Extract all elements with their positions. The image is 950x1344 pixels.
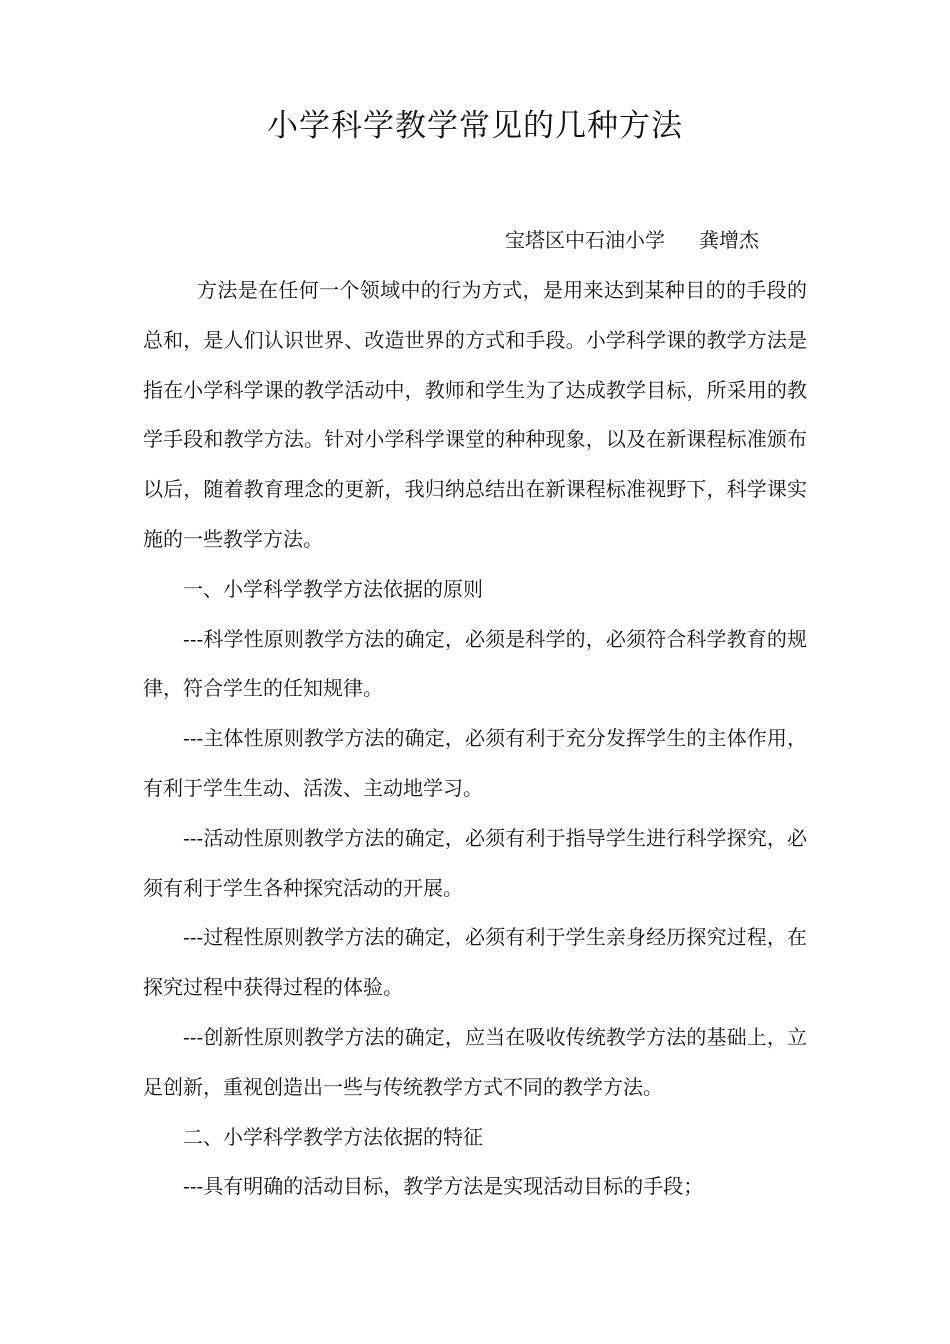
- paragraph-intro: 方法是在任何一个领域中的行为方式，是用来达到某种目的的手段的总和，是人们认识世界、改造世界的方式和手段。小学科学课的教学方法是指在小学科学课的教学活动中，教师和学生为了达成教学目标，所采用的教学手段和教学方法。针对小学科学课堂的种种现象，以及在新课程标准颁布以后，随着教育理念的更新，我归纳总结出在新课程标准视野下，科学课实施的一些教学方法。: [143, 278, 807, 551]
- section-heading-features: 二、小学科学教学方法依据的特征: [183, 1124, 483, 1149]
- section-heading-principles: 一、小学科学教学方法依据的原则: [183, 576, 483, 601]
- paragraph-feature-goal: ---具有明确的活动目标，教学方法是实现活动目标的手段；: [183, 1174, 704, 1199]
- paragraph-principle-subjectivity: ---主体性原则教学方法的确定，必须有利于充分发挥学生的主体作用，有利于学生生动、活泼、主动地学习。: [143, 726, 807, 800]
- paragraph-principle-activity: ---活动性原则教学方法的确定，必须有利于指导学生进行科学探究，必须有利于学生各种探究活动的开展。: [143, 825, 807, 900]
- document-body: [143, 266, 807, 1212]
- byline-author: 龚增杰: [699, 228, 759, 252]
- paragraph-principle-innovation: ---创新性原则教学方法的确定，应当在吸收传统教学方法的基础上，立足创新，重视创造出一些与传统教学方式不同的教学方法。: [143, 1024, 807, 1099]
- document-title: 小学科学教学常见的几种方法: [267, 108, 683, 144]
- paragraph-principle-process: ---过程性原则教学方法的确定，必须有利于学生亲身经历探究过程，在探究过程中获得过程的体验。: [143, 925, 807, 1000]
- byline: [505, 224, 759, 253]
- paragraph-principle-scientific: ---科学性原则教学方法的确定，必须是科学的，必须符合科学教育的规律，符合学生的任知规律。: [143, 626, 807, 701]
- byline-school: 宝塔区中石油小学: [505, 228, 665, 252]
